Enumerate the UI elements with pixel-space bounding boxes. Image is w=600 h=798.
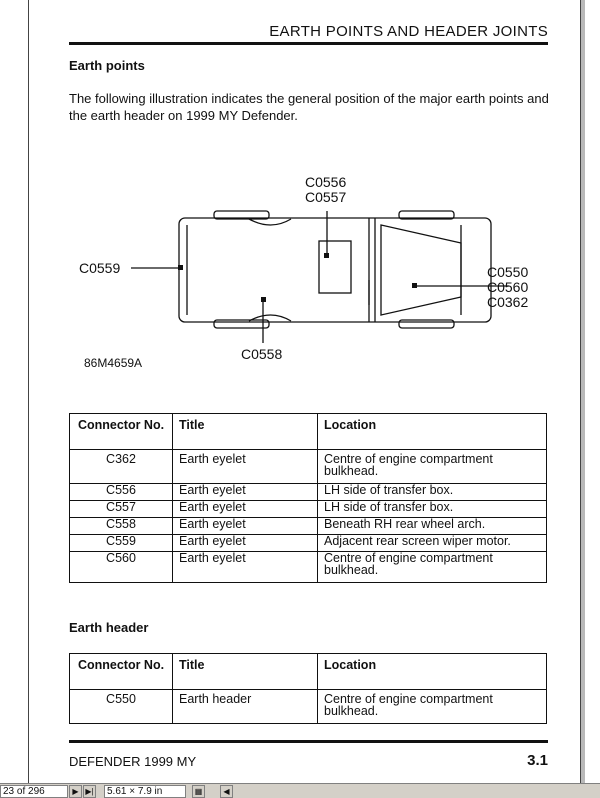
cell-connector: C550: [70, 690, 173, 724]
arch-curve-top-rear: [249, 219, 291, 225]
cell-connector: C559: [70, 535, 173, 552]
table-row: [70, 690, 547, 724]
bonnet-outline: [381, 225, 461, 315]
earth-point-c0559: [178, 265, 183, 270]
footer-rule: [69, 740, 548, 743]
vehicle-body-outline: [179, 218, 491, 322]
intro-paragraph: The following illustration indicates the general position of the major earth points and the earth header on 1999 MY Defender.: [69, 91, 549, 123]
viewer-statusbar: [0, 783, 600, 798]
scroll-left-button[interactable]: ◀: [220, 785, 233, 798]
col-header-connector: Connector No.: [70, 654, 173, 690]
figure-reference: 86M4659A: [84, 356, 143, 370]
earth-points-illustration: [69, 165, 549, 375]
cell-title: Earth eyelet: [173, 450, 318, 484]
label-c0559: C0559: [79, 260, 121, 276]
table-row: [70, 484, 547, 501]
cell-connector: C560: [70, 552, 173, 583]
label-c0557: C0557: [305, 189, 347, 205]
header-rule: [69, 42, 548, 45]
cell-location: Adjacent rear screen wiper motor.: [318, 535, 547, 552]
label-c0556: C0556: [305, 174, 347, 190]
col-header-title: Title: [173, 414, 318, 450]
cell-location: Beneath RH rear wheel arch.: [318, 518, 547, 535]
cell-title: Earth header: [173, 690, 318, 724]
cell-connector: C558: [70, 518, 173, 535]
cell-connector: C556: [70, 484, 173, 501]
earth-point-c0556: [324, 253, 329, 258]
cell-title: Earth eyelet: [173, 484, 318, 501]
label-c0362: C0362: [487, 294, 529, 310]
cell-location: Centre of engine compartment bulkhead.: [318, 450, 547, 484]
col-header-connector: Connector No.: [70, 414, 173, 450]
page-size-field: 5.61 × 7.9 in: [104, 785, 186, 798]
cell-connector: C557: [70, 501, 173, 518]
col-header-location: Location: [318, 654, 547, 690]
cell-title: Earth eyelet: [173, 535, 318, 552]
last-page-button[interactable]: ▶|: [83, 785, 96, 798]
table-row: [70, 501, 547, 518]
document-page: [28, 0, 581, 783]
vehicle-plan-diagram: [69, 165, 549, 375]
table-row: [70, 535, 547, 552]
wheel-arch-rear-right: [399, 320, 454, 328]
earth-header-heading: Earth header: [69, 620, 149, 635]
cell-location: LH side of transfer box.: [318, 501, 547, 518]
col-header-title: Title: [173, 654, 318, 690]
cell-location: LH side of transfer box.: [318, 484, 547, 501]
cell-connector: C362: [70, 450, 173, 484]
footer-page-number: 3.1: [527, 752, 548, 769]
cell-title: Earth eyelet: [173, 501, 318, 518]
page-counter: 23 of 296: [0, 785, 68, 798]
earth-header-table: [69, 653, 547, 724]
wheel-arch-front-right: [214, 320, 269, 328]
table-header-row: [70, 414, 547, 450]
layout-icon[interactable]: ▦: [192, 785, 205, 798]
earth-point-c0558: [261, 297, 266, 302]
seat-box: [319, 241, 351, 293]
earth-points-table: [69, 413, 547, 583]
cell-title: Earth eyelet: [173, 518, 318, 535]
next-page-button[interactable]: ▶: [69, 785, 82, 798]
label-c0550: C0550: [487, 264, 529, 280]
table-header-row: [70, 654, 547, 690]
earth-points-heading: Earth points: [69, 58, 145, 73]
table-row: [70, 450, 547, 484]
table-row: [70, 552, 547, 583]
cell-location: Centre of engine compartment bulkhead.: [318, 552, 547, 583]
col-header-location: Location: [318, 414, 547, 450]
page-header-title: EARTH POINTS AND HEADER JOINTS: [269, 23, 548, 40]
table-row: [70, 518, 547, 535]
cell-location: Centre of engine compartment bulkhead.: [318, 690, 547, 724]
label-c0558: C0558: [241, 346, 283, 362]
cell-title: Earth eyelet: [173, 552, 318, 583]
label-c0560: C0560: [487, 279, 529, 295]
footer-model: DEFENDER 1999 MY: [69, 754, 197, 769]
earth-point-c0550: [412, 283, 417, 288]
